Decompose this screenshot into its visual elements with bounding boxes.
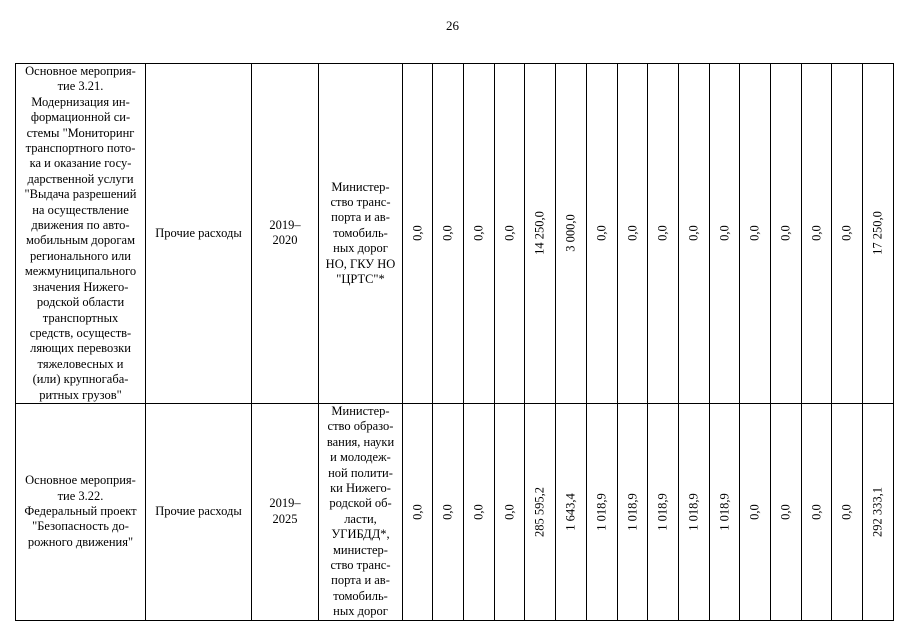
funding-value: 0,0 <box>710 64 740 404</box>
expense-type: Прочие расходы <box>146 403 252 620</box>
funding-value: 1 018,9 <box>710 403 740 620</box>
funding-value: 0,0 <box>740 403 771 620</box>
implementation-period: 2019– 2025 <box>252 403 319 620</box>
funding-value: 0,0 <box>832 64 863 404</box>
funding-value: 0,0 <box>464 403 495 620</box>
table-row <box>16 403 894 620</box>
expense-type: Прочие расходы <box>146 64 252 404</box>
funding-total: 292 333,1 <box>863 403 894 620</box>
executor: Министер- ство транс- порта и ав- томобиль- ных дорог НО, ГКУ НО "ЦРТС"* <box>319 64 403 404</box>
funding-total: 17 250,0 <box>863 64 894 404</box>
funding-value: 0,0 <box>618 64 648 404</box>
funding-value: 0,0 <box>433 403 464 620</box>
funding-value: 0,0 <box>771 403 802 620</box>
measure-name: Основное мероприя- тие 3.21. Модернизация ин- формационной си- стемы "Мониторинг транспортного пото- ка и оказание госу- дарственной услуги "Выдача разрешений на осуществление движения по авто- мобильным дорогам регионального или межмуниципального значения Нижего- родской области транспортных средств, осуществ- ляющих перевозки тяжеловесных и (или) крупногаба- ритных грузов" <box>16 64 146 404</box>
funding-value: 1 018,9 <box>618 403 648 620</box>
page-number: 26 <box>446 18 459 33</box>
measure-name: Основное мероприя- тие 3.22. Федеральный проект "Безопасность до- рожного движения" <box>16 403 146 620</box>
executor: Министер- ство образо- вания, науки и молодеж- ной полити- ки Нижего- родской об- ласти, УГИБДД*, министер- ство транс- порта и ав- томобиль- ных дорог <box>319 403 403 620</box>
budget-table <box>15 63 894 621</box>
funding-value: 0,0 <box>802 403 832 620</box>
funding-value: 3 000,0 <box>556 64 587 404</box>
funding-value: 0,0 <box>679 64 710 404</box>
funding-value: 0,0 <box>495 64 525 404</box>
funding-value: 0,0 <box>433 64 464 404</box>
funding-value: 0,0 <box>403 64 433 404</box>
table-row <box>16 64 894 404</box>
funding-value: 0,0 <box>495 403 525 620</box>
funding-value: 0,0 <box>832 403 863 620</box>
funding-value: 1 018,9 <box>648 403 679 620</box>
funding-value: 0,0 <box>771 64 802 404</box>
funding-value: 0,0 <box>403 403 433 620</box>
funding-value: 0,0 <box>802 64 832 404</box>
funding-value: 0,0 <box>464 64 495 404</box>
funding-value: 0,0 <box>740 64 771 404</box>
funding-value: 285 595,2 <box>525 403 556 620</box>
funding-value: 1 018,9 <box>679 403 710 620</box>
funding-value: 0,0 <box>648 64 679 404</box>
funding-value: 0,0 <box>587 64 618 404</box>
funding-value: 14 250,0 <box>525 64 556 404</box>
funding-value: 1 018,9 <box>587 403 618 620</box>
implementation-period: 2019– 2020 <box>252 64 319 404</box>
funding-value: 1 643,4 <box>556 403 587 620</box>
